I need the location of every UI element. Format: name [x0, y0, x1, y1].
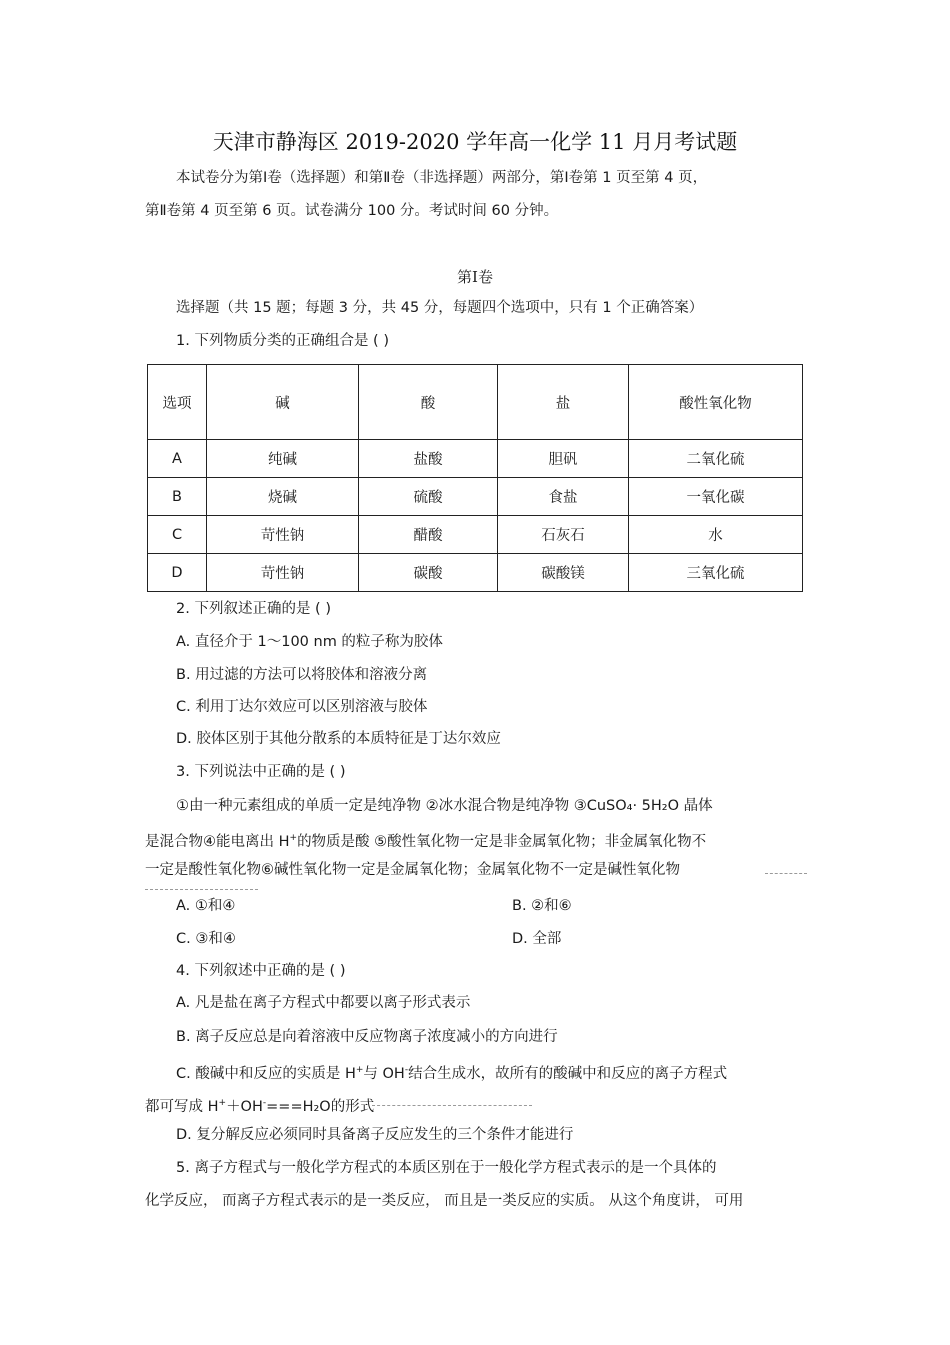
question-3-statement-line-2 — [145, 828, 706, 852]
section-title: 第Ⅰ卷 — [457, 268, 493, 286]
question-3-stem: 3. 下列说法中正确的是 ( ) — [176, 764, 346, 780]
question-3-option-d: D. 全部 — [512, 931, 562, 947]
text-run: 是混合物④能电离出 H — [145, 833, 290, 850]
table-cell: C — [148, 516, 207, 554]
table-header: 酸 — [359, 365, 498, 440]
table-header: 酸性氧化物 — [629, 365, 803, 440]
question-3-option-b: B. ②和⑥ — [512, 898, 572, 914]
text-run: 都可写成 H — [145, 1098, 219, 1115]
table-cell: 碳酸 — [359, 554, 498, 592]
table-cell: D — [148, 554, 207, 592]
table-cell: 硫酸 — [359, 478, 498, 516]
question-2-option-d: D. 胶体区别于其他分散系的本质特征是丁达尔效应 — [176, 731, 501, 747]
table-row — [148, 478, 803, 516]
dashed-rule — [372, 1105, 532, 1106]
superscript: - — [262, 1098, 267, 1108]
table-cell: 碳酸镁 — [498, 554, 629, 592]
question-2-option-b: B. 用过滤的方法可以将胶体和溶液分离 — [176, 667, 428, 683]
superscript: + — [289, 833, 298, 843]
question-2-option-c: C. 利用丁达尔效应可以区别溶液与胶体 — [176, 699, 428, 715]
page-title: 天津市静海区 2019-2020 学年高一化学 11 月月考试题 — [212, 130, 738, 154]
table-cell: 一氧化碳 — [629, 478, 803, 516]
table-header: 盐 — [498, 365, 629, 440]
table-cell: 三氧化硫 — [629, 554, 803, 592]
dashed-rule — [765, 873, 807, 874]
classification-table — [147, 364, 803, 592]
question-5-line-2: 化学反应， 而离子方程式表示的是一类反应， 而且是一类反应的实质。 从这个角度讲， 可用 — [145, 1193, 744, 1209]
table-cell: 胆矾 — [498, 440, 629, 478]
question-3-option-c: C. ③和④ — [176, 931, 236, 947]
text-run: 的物质是酸 ⑤酸性氧化物一定是非金属氧化物；非金属氧化物不 — [297, 833, 707, 850]
question-2-option-a: A. 直径介于 1～100 nm 的粒子称为胶体 — [176, 634, 443, 650]
table-header: 选项 — [148, 365, 207, 440]
question-3-option-a: A. ①和④ — [176, 898, 236, 914]
table-cell: 苛性钠 — [207, 516, 359, 554]
question-4-option-d: D. 复分解反应必须同时具备离子反应发生的三个条件才能进行 — [176, 1127, 574, 1143]
dashed-rule — [145, 889, 258, 890]
intro-line-1: 本试卷分为第Ⅰ卷（选择题）和第Ⅱ卷（非选择题）两部分，第Ⅰ卷第 1 页至第 4 页， — [176, 170, 708, 186]
question-5-line-1: 5. 离子方程式与一般化学方程式的本质区别在于一般化学方程式表示的是一个具体的 — [176, 1160, 717, 1176]
superscript: + — [218, 1098, 227, 1108]
text-run: C. 酸碱中和反应的实质是 H — [176, 1065, 356, 1082]
table-cell: 纯碱 — [207, 440, 359, 478]
question-4-option-b: B. 离子反应总是向着溶液中反应物离子浓度减小的方向进行 — [176, 1029, 558, 1045]
table-cell: 二氧化硫 — [629, 440, 803, 478]
question-4-option-a: A. 凡是盐在离子方程式中都要以离子形式表示 — [176, 995, 471, 1011]
text-run: ===H₂O的形式 — [266, 1098, 375, 1115]
table-cell: 苛性钠 — [207, 554, 359, 592]
text-run: 结合生成水，故所有的酸碱中和反应的离子方程式 — [408, 1065, 728, 1082]
table-cell: 烧碱 — [207, 478, 359, 516]
question-3-statement-line-1: ①由一种元素组成的单质一定是纯净物 ②冰水混合物是纯净物 ③CuSO₄· 5H₂O 晶体 — [176, 798, 713, 814]
question-4-option-c-line-1 — [176, 1060, 727, 1084]
table-cell: 水 — [629, 516, 803, 554]
table-cell: B — [148, 478, 207, 516]
section-description: 选择题（共 15 题；每题 3 分，共 45 分，每题四个选项中，只有 1 个正确答案） — [176, 300, 704, 316]
text-run: ＋OH — [226, 1098, 263, 1115]
superscript: - — [404, 1065, 409, 1075]
table-header: 碱 — [207, 365, 359, 440]
table-row — [148, 440, 803, 478]
table-header-row — [148, 365, 803, 440]
table-cell: 醋酸 — [359, 516, 498, 554]
table-row — [148, 516, 803, 554]
intro-line-2: 第Ⅱ卷第 4 页至第 6 页。试卷满分 100 分。考试时间 60 分钟。 — [145, 203, 559, 219]
question-2-stem: 2. 下列叙述正确的是 ( ) — [176, 601, 331, 617]
table-cell: 石灰石 — [498, 516, 629, 554]
question-3-statement-line-3: 一定是酸性氧化物⑥碱性氧化物一定是金属氧化物；金属氧化物不一定是碱性氧化物 — [145, 862, 680, 878]
question-1-stem: 1. 下列物质分类的正确组合是 ( ) — [176, 333, 389, 349]
text-run: 与 OH — [363, 1065, 405, 1082]
table-cell: A — [148, 440, 207, 478]
table-cell: 食盐 — [498, 478, 629, 516]
superscript: + — [355, 1065, 364, 1075]
question-4-option-c-line-2 — [145, 1093, 374, 1117]
table-cell: 盐酸 — [359, 440, 498, 478]
question-4-stem: 4. 下列叙述中正确的是 ( ) — [176, 963, 346, 979]
table-row — [148, 554, 803, 592]
